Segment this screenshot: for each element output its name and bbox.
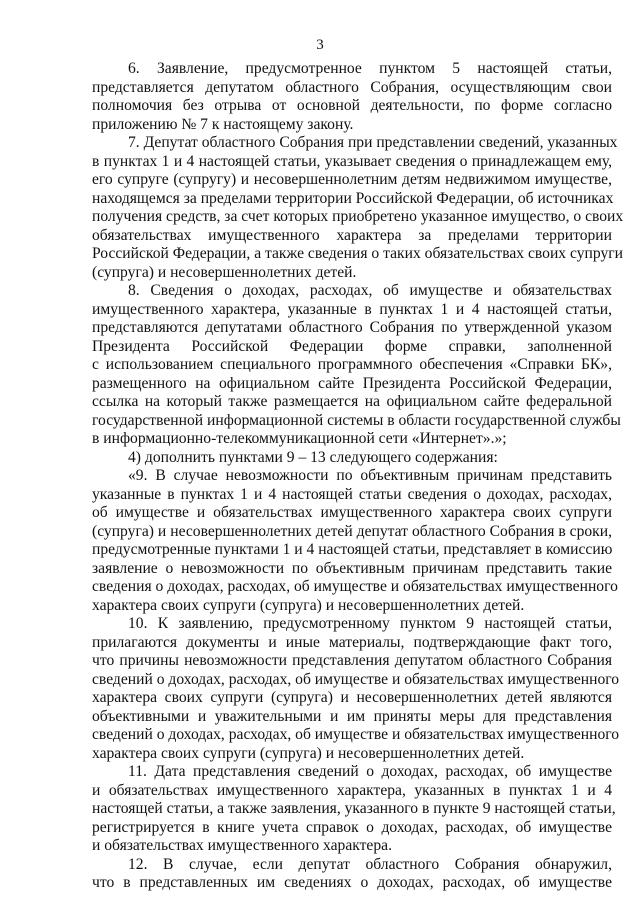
text-line: (супруга) и несовершеннолетних детей. (92, 263, 357, 281)
text-line: размещенного на официальном сайте Президента Российской Федерации, (92, 374, 612, 392)
text-line: сведений о доходах, расходах, об имуществе и обязательствах имущественного (92, 670, 620, 688)
text-line: представляется депутатом областного Собрания, осуществляющим свои (92, 78, 612, 96)
text-line: приложению № 7 к настоящему закону. (92, 115, 354, 133)
text-line: заявление о невозможности по объективным причинам представить такие (92, 559, 612, 577)
text-line: получения средств, за счет которых приобретено указанное имущество, о своих (92, 208, 624, 225)
text-line: что причины невозможности представления депутатом областного Собрания (92, 652, 612, 669)
text-line: 7. Депутат областного Собрания при представлении сведений, указанных (128, 134, 618, 151)
text-line: Президента Российской Федерации форме справки, заполненной (92, 337, 612, 355)
text-line: 8. Сведения о доходах, расходах, об имуществе и обязательствах (128, 282, 612, 299)
text-line: регистрируется в книге учета справок о доходах, расходах, об имуществе (92, 818, 612, 836)
text-line: настоящей статьи, а также заявления, указанного в пункте 9 настоящей статьи, (92, 800, 616, 817)
text-line: его супруге (супругу) и несовершеннолетним детям недвижимом имуществе, (92, 171, 612, 188)
text-line: 6. Заявление, предусмотренное пунктом 5 настоящей статьи, (128, 60, 612, 77)
text-line: прилагаются документы и иные материалы, подтверждающие факт того, (92, 633, 612, 651)
document-body (92, 60, 624, 893)
text-line: Российской Федерации, а также сведения о таких обязательствах своих супруги (92, 245, 623, 262)
text-line: представляются депутатами областного Собрания по утвержденной указом (92, 319, 612, 336)
text-line: предусмотренные пунктами 1 и 4 настоящей статьи, представляет в комиссию (92, 541, 613, 558)
text-line: «9. В случае невозможности по объективным причинам представить (128, 467, 612, 484)
text-line: и обязательствах имущественного характера, указанных в пунктах 1 и 4 (92, 781, 612, 799)
text-line: государственной информационной системы в области государственной службы (92, 411, 621, 429)
text-line: в информационно-телекоммуникационной сети «Интернет».»; (92, 430, 507, 447)
text-line: характера своих супруги (супруга) и несовершеннолетних детей. (92, 744, 525, 762)
text-line: ссылка на который также размещается на официальном сайте федеральной (92, 393, 612, 410)
text-line: в пунктах 1 и 4 настоящей статьи, указывает сведения о принадлежащем ему, (92, 152, 612, 170)
text-line: 10. К заявлению, предусмотренному пунктом 9 настоящей статьи, (128, 615, 612, 632)
text-line: обязательствах имущественного характера за пределами территории (92, 226, 612, 244)
text-line: находящемся за пределами территории Российской Федерации, об источниках (92, 189, 614, 207)
text-line: об имуществе и обязательствах имущественного характера своих супруги (92, 504, 612, 521)
text-line: (супруга) и несовершеннолетних детей депутат областного Собрания в сроки, (92, 522, 612, 540)
text-line: имущественного характера, указанные в пунктах 1 и 4 настоящей статьи, (92, 300, 612, 318)
text-line: и обязательствах имущественного характера. (92, 837, 392, 854)
text-line: характера своих супруги (супруга) и несовершеннолетних детей. (92, 596, 525, 614)
text-line: сведения о доходах, расходах, об имуществе и обязательствах имущественного (92, 578, 618, 595)
text-line: 12. В случае, если депутат областного Собрания обнаружил, (128, 855, 612, 873)
text-line: сведений о доходах, расходах, об имуществе и обязательствах имущественного (92, 726, 620, 743)
text-line: с использованием специального программного обеспечения «Справки БК», (92, 356, 612, 373)
text-line: характера своих супруги (супруга) и несовершеннолетних детей являются (92, 689, 612, 706)
text-line: полномочия без отрыва от основной деятельности, по форме согласно (92, 97, 612, 114)
text-line: что в представленных им сведениях о доходах, расходах, об имуществе (92, 874, 612, 891)
text-line: указанные в пунктах 1 и 4 настоящей статьи сведения о доходах, расходах, (92, 485, 612, 503)
page-number: 3 (316, 37, 324, 53)
text-line: объективными и уважительными и им приняты меры для представления (92, 707, 612, 725)
text-line: 4) дополнить пунктами 9 – 13 следующего содержания: (128, 448, 498, 466)
text-line: 11. Дата представления сведений о доходах, расходах, об имуществе (128, 763, 612, 780)
